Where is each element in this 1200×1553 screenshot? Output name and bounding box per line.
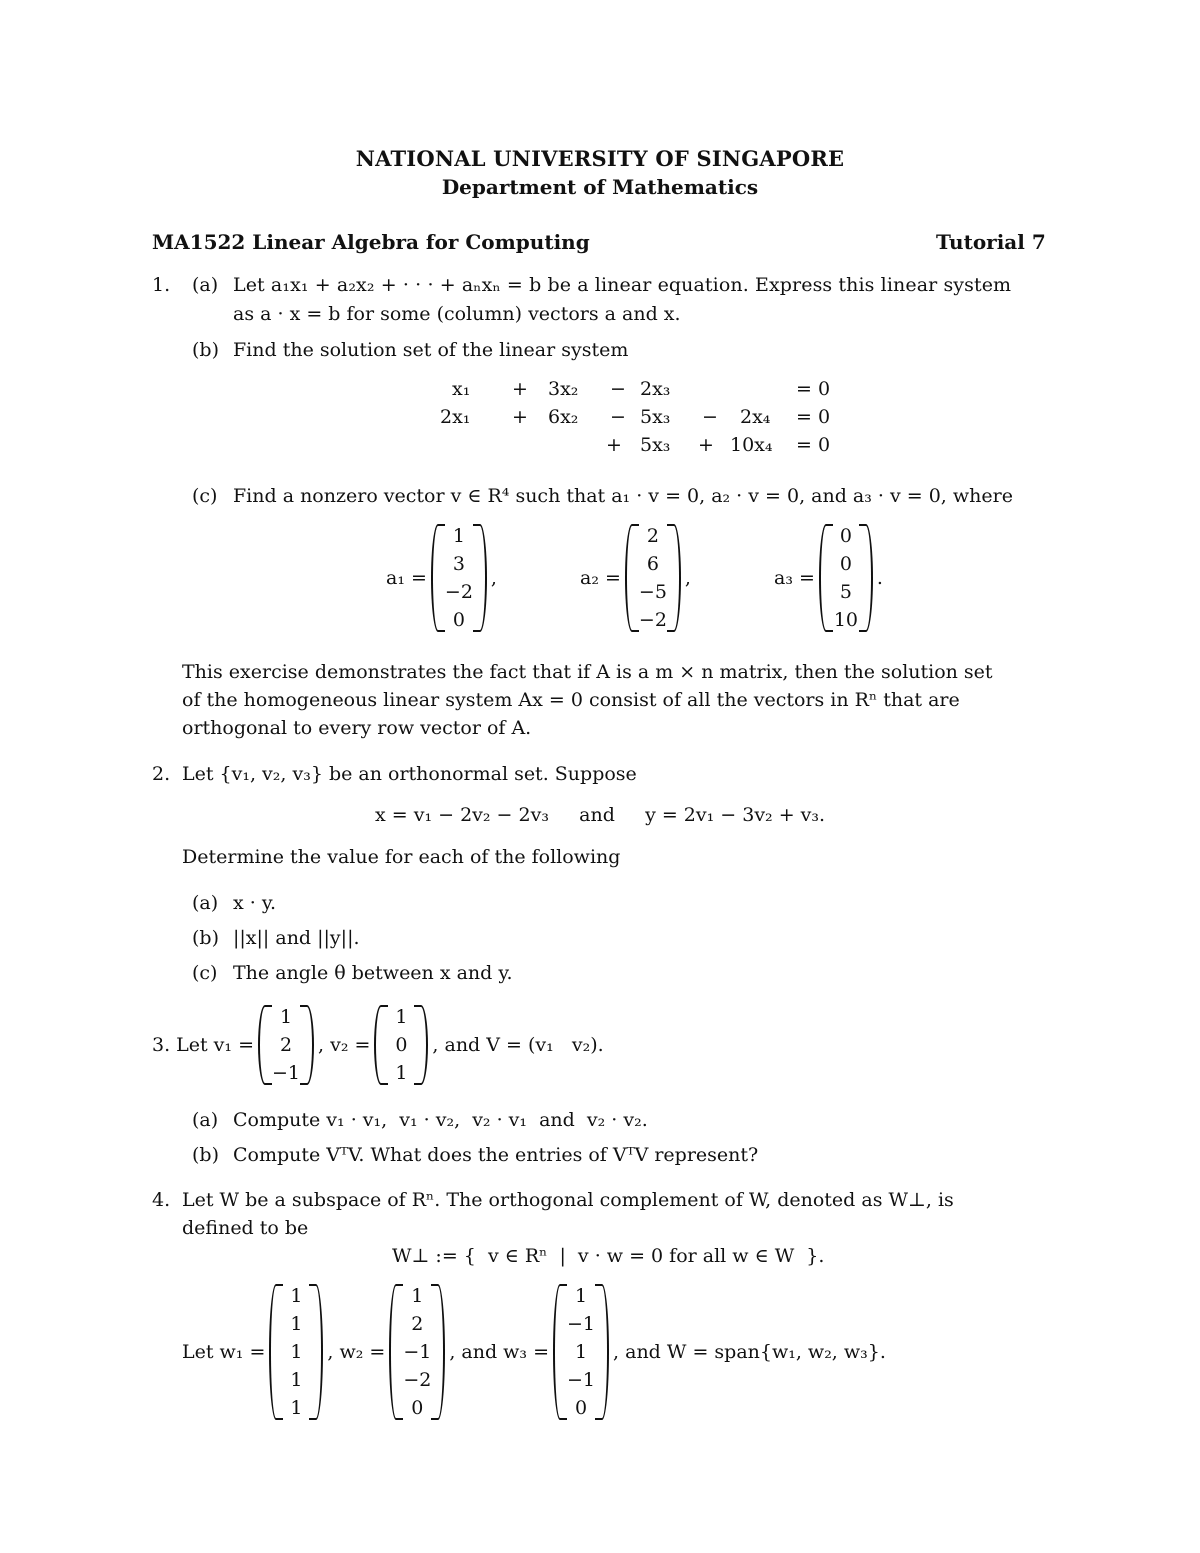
matrix-entry: −1 bbox=[403, 1341, 432, 1363]
vector-w3-matrix bbox=[553, 1282, 609, 1422]
system-term: x₁ bbox=[452, 378, 471, 400]
matrix-entry: 0 bbox=[574, 1397, 588, 1419]
matrix-entry: 1 bbox=[279, 1006, 293, 1028]
system-term: − bbox=[610, 406, 626, 428]
matrix-entry: 1 bbox=[411, 1285, 424, 1307]
q1-note-line3: orthogonal to every row vector of A. bbox=[182, 717, 532, 739]
system-term: = 0 bbox=[796, 406, 831, 428]
matrix-entry: −2 bbox=[638, 609, 667, 631]
q3-statement bbox=[152, 1003, 604, 1087]
vector-a3-label: a₃ = bbox=[774, 567, 815, 589]
q4-definition: W⊥ := { v ∈ Rⁿ | v · w = 0 for all w ∈ W }. bbox=[392, 1245, 825, 1267]
q1-number: 1. bbox=[152, 274, 171, 296]
q3-let-v1: Let v₁ = bbox=[176, 1034, 254, 1056]
matrix-entry: 2 bbox=[646, 525, 659, 547]
matrix-entry: 1 bbox=[290, 1397, 303, 1419]
matrix-entry: 1 bbox=[290, 1369, 303, 1391]
matrix-entry: 1 bbox=[574, 1285, 588, 1307]
q2c-text: The angle θ between x and y. bbox=[233, 962, 513, 984]
vector-a3-matrix bbox=[819, 522, 873, 634]
vector-a1 bbox=[386, 522, 497, 634]
system-term: 6x₂ bbox=[548, 406, 579, 428]
q1a-label: (a) bbox=[192, 274, 219, 296]
q4-line1: Let W be a subspace of Rⁿ. The orthogonal complement of W, denoted as W⊥, is bbox=[182, 1189, 954, 1211]
vector-a1-suffix: , bbox=[490, 567, 497, 589]
vector-a1-matrix bbox=[431, 522, 487, 634]
matrix-entry: 0 bbox=[839, 553, 852, 575]
matrix-entry: −2 bbox=[403, 1369, 432, 1391]
vector-a2-label: a₂ = bbox=[580, 567, 621, 589]
q3a-label: (a) bbox=[192, 1109, 219, 1131]
university-title: NATIONAL UNIVERSITY OF SINGAPORE bbox=[355, 146, 845, 171]
q2b-label: (b) bbox=[192, 927, 219, 949]
q2-intro: Let {v₁, v₂, v₃} be an orthonormal set. Suppose bbox=[182, 763, 637, 785]
matrix-entry: 3 bbox=[452, 553, 465, 575]
vector-w1-matrix bbox=[269, 1282, 323, 1422]
q2b-text: ||x|| and ||y||. bbox=[233, 927, 360, 949]
q2-number: 2. bbox=[152, 763, 171, 785]
q2-equation: x = v₁ − 2v₂ − 2v₃ and y = 2v₁ − 3v₂ + v₃. bbox=[375, 804, 826, 826]
system-term: = 0 bbox=[796, 434, 831, 456]
system-term: 5x₃ bbox=[640, 406, 671, 428]
system-term: + bbox=[512, 378, 528, 400]
q3-tail: , and V = (v₁ v₂). bbox=[432, 1034, 604, 1056]
vector-a3 bbox=[774, 522, 883, 634]
system-term: 5x₃ bbox=[640, 434, 671, 456]
vector-a2-matrix bbox=[625, 522, 681, 634]
matrix-entry: 0 bbox=[395, 1034, 408, 1056]
q2c-label: (c) bbox=[192, 962, 218, 984]
q1-note-line2: of the homogeneous linear system Ax = 0 consist of all the vectors in Rⁿ that are bbox=[182, 689, 960, 711]
q4-let-w1: Let w₁ = bbox=[182, 1341, 266, 1363]
matrix-entry: 2 bbox=[411, 1313, 424, 1335]
matrix-entry: 1 bbox=[395, 1062, 408, 1084]
system-term: 2x₃ bbox=[640, 378, 671, 400]
matrix-entry: 1 bbox=[395, 1006, 408, 1028]
system-term: − bbox=[702, 406, 718, 428]
q3-number: 3. bbox=[152, 1034, 171, 1056]
q1c-label: (c) bbox=[192, 485, 218, 507]
q4-w3-label: , and w₃ = bbox=[449, 1341, 550, 1363]
q4-w2-label: , w₂ = bbox=[327, 1341, 386, 1363]
matrix-entry: 1 bbox=[290, 1313, 303, 1335]
matrix-entry: 1 bbox=[574, 1341, 588, 1363]
q2a-text: x · y. bbox=[233, 892, 277, 914]
q2-prompt: Determine the value for each of the following bbox=[182, 846, 621, 868]
system-term: + bbox=[606, 434, 622, 456]
matrix-entry: −1 bbox=[567, 1313, 596, 1335]
system-term: − bbox=[610, 378, 626, 400]
q3b-text: Compute VᵀV. What does the entries of VᵀV represent? bbox=[233, 1144, 759, 1166]
system-term: 3x₂ bbox=[548, 378, 579, 400]
q1b-text: Find the solution set of the linear system bbox=[233, 339, 629, 361]
vector-a2-suffix: , bbox=[684, 567, 691, 589]
q4-tail: , and W = span{w₁, w₂, w₃}. bbox=[613, 1341, 886, 1363]
matrix-entry: 6 bbox=[646, 553, 659, 575]
matrix-entry: 5 bbox=[839, 581, 852, 603]
q1a-text-line1: Let a₁x₁ + a₂x₂ + · · · + aₙxₙ = b be a linear equation. Express this linear system bbox=[233, 274, 1012, 296]
matrix-entry: 1 bbox=[290, 1285, 303, 1307]
matrix-entry: 10 bbox=[833, 609, 858, 631]
q1c-text: Find a nonzero vector v ∈ R⁴ such that a₁ · v = 0, a₂ · v = 0, and a₃ · v = 0, where bbox=[233, 485, 1013, 507]
q3-v2-label: , v₂ = bbox=[318, 1034, 371, 1056]
system-term: + bbox=[512, 406, 528, 428]
q4-number: 4. bbox=[152, 1189, 171, 1211]
q3b-label: (b) bbox=[192, 1144, 219, 1166]
matrix-entry: −2 bbox=[444, 581, 473, 603]
q3a-text: Compute v₁ · v₁, v₁ · v₂, v₂ · v₁ and v₂ · v₂. bbox=[233, 1109, 648, 1131]
system-term: = 0 bbox=[796, 378, 831, 400]
matrix-entry: 1 bbox=[290, 1341, 303, 1363]
q4-vectors bbox=[182, 1282, 886, 1422]
matrix-entry: 0 bbox=[839, 525, 852, 547]
vector-a3-suffix: . bbox=[876, 567, 883, 589]
matrix-entry: 0 bbox=[411, 1397, 424, 1419]
q2a-label: (a) bbox=[192, 892, 219, 914]
matrix-entry: 2 bbox=[279, 1034, 293, 1056]
q4-line2: defined to be bbox=[182, 1217, 309, 1239]
matrix-entry: −1 bbox=[567, 1369, 596, 1391]
matrix-entry: 0 bbox=[452, 609, 465, 631]
q1b-label: (b) bbox=[192, 339, 219, 361]
vector-a2 bbox=[580, 522, 691, 634]
system-term: 2x₁ bbox=[440, 406, 471, 428]
vector-v1-matrix bbox=[258, 1003, 314, 1087]
system-term: 2x₄ bbox=[740, 406, 771, 428]
system-term: 10x₄ bbox=[730, 434, 773, 456]
matrix-entry: 1 bbox=[452, 525, 465, 547]
vector-a1-label: a₁ = bbox=[386, 567, 427, 589]
matrix-entry: −1 bbox=[272, 1062, 301, 1084]
vector-v2-matrix bbox=[374, 1003, 428, 1087]
department-title: Department of Mathematics bbox=[441, 175, 759, 199]
q1a-text-line2: as a · x = b for some (column) vectors a and x. bbox=[233, 303, 681, 325]
matrix-entry: −5 bbox=[638, 581, 667, 603]
q1-note-line1: This exercise demonstrates the fact that if A is a m × n matrix, then the solution set bbox=[182, 661, 993, 683]
vector-w2-matrix bbox=[389, 1282, 445, 1422]
system-term: + bbox=[698, 434, 714, 456]
tutorial-number: Tutorial 7 bbox=[936, 230, 1046, 254]
course-title: MA1522 Linear Algebra for Computing bbox=[152, 230, 590, 254]
